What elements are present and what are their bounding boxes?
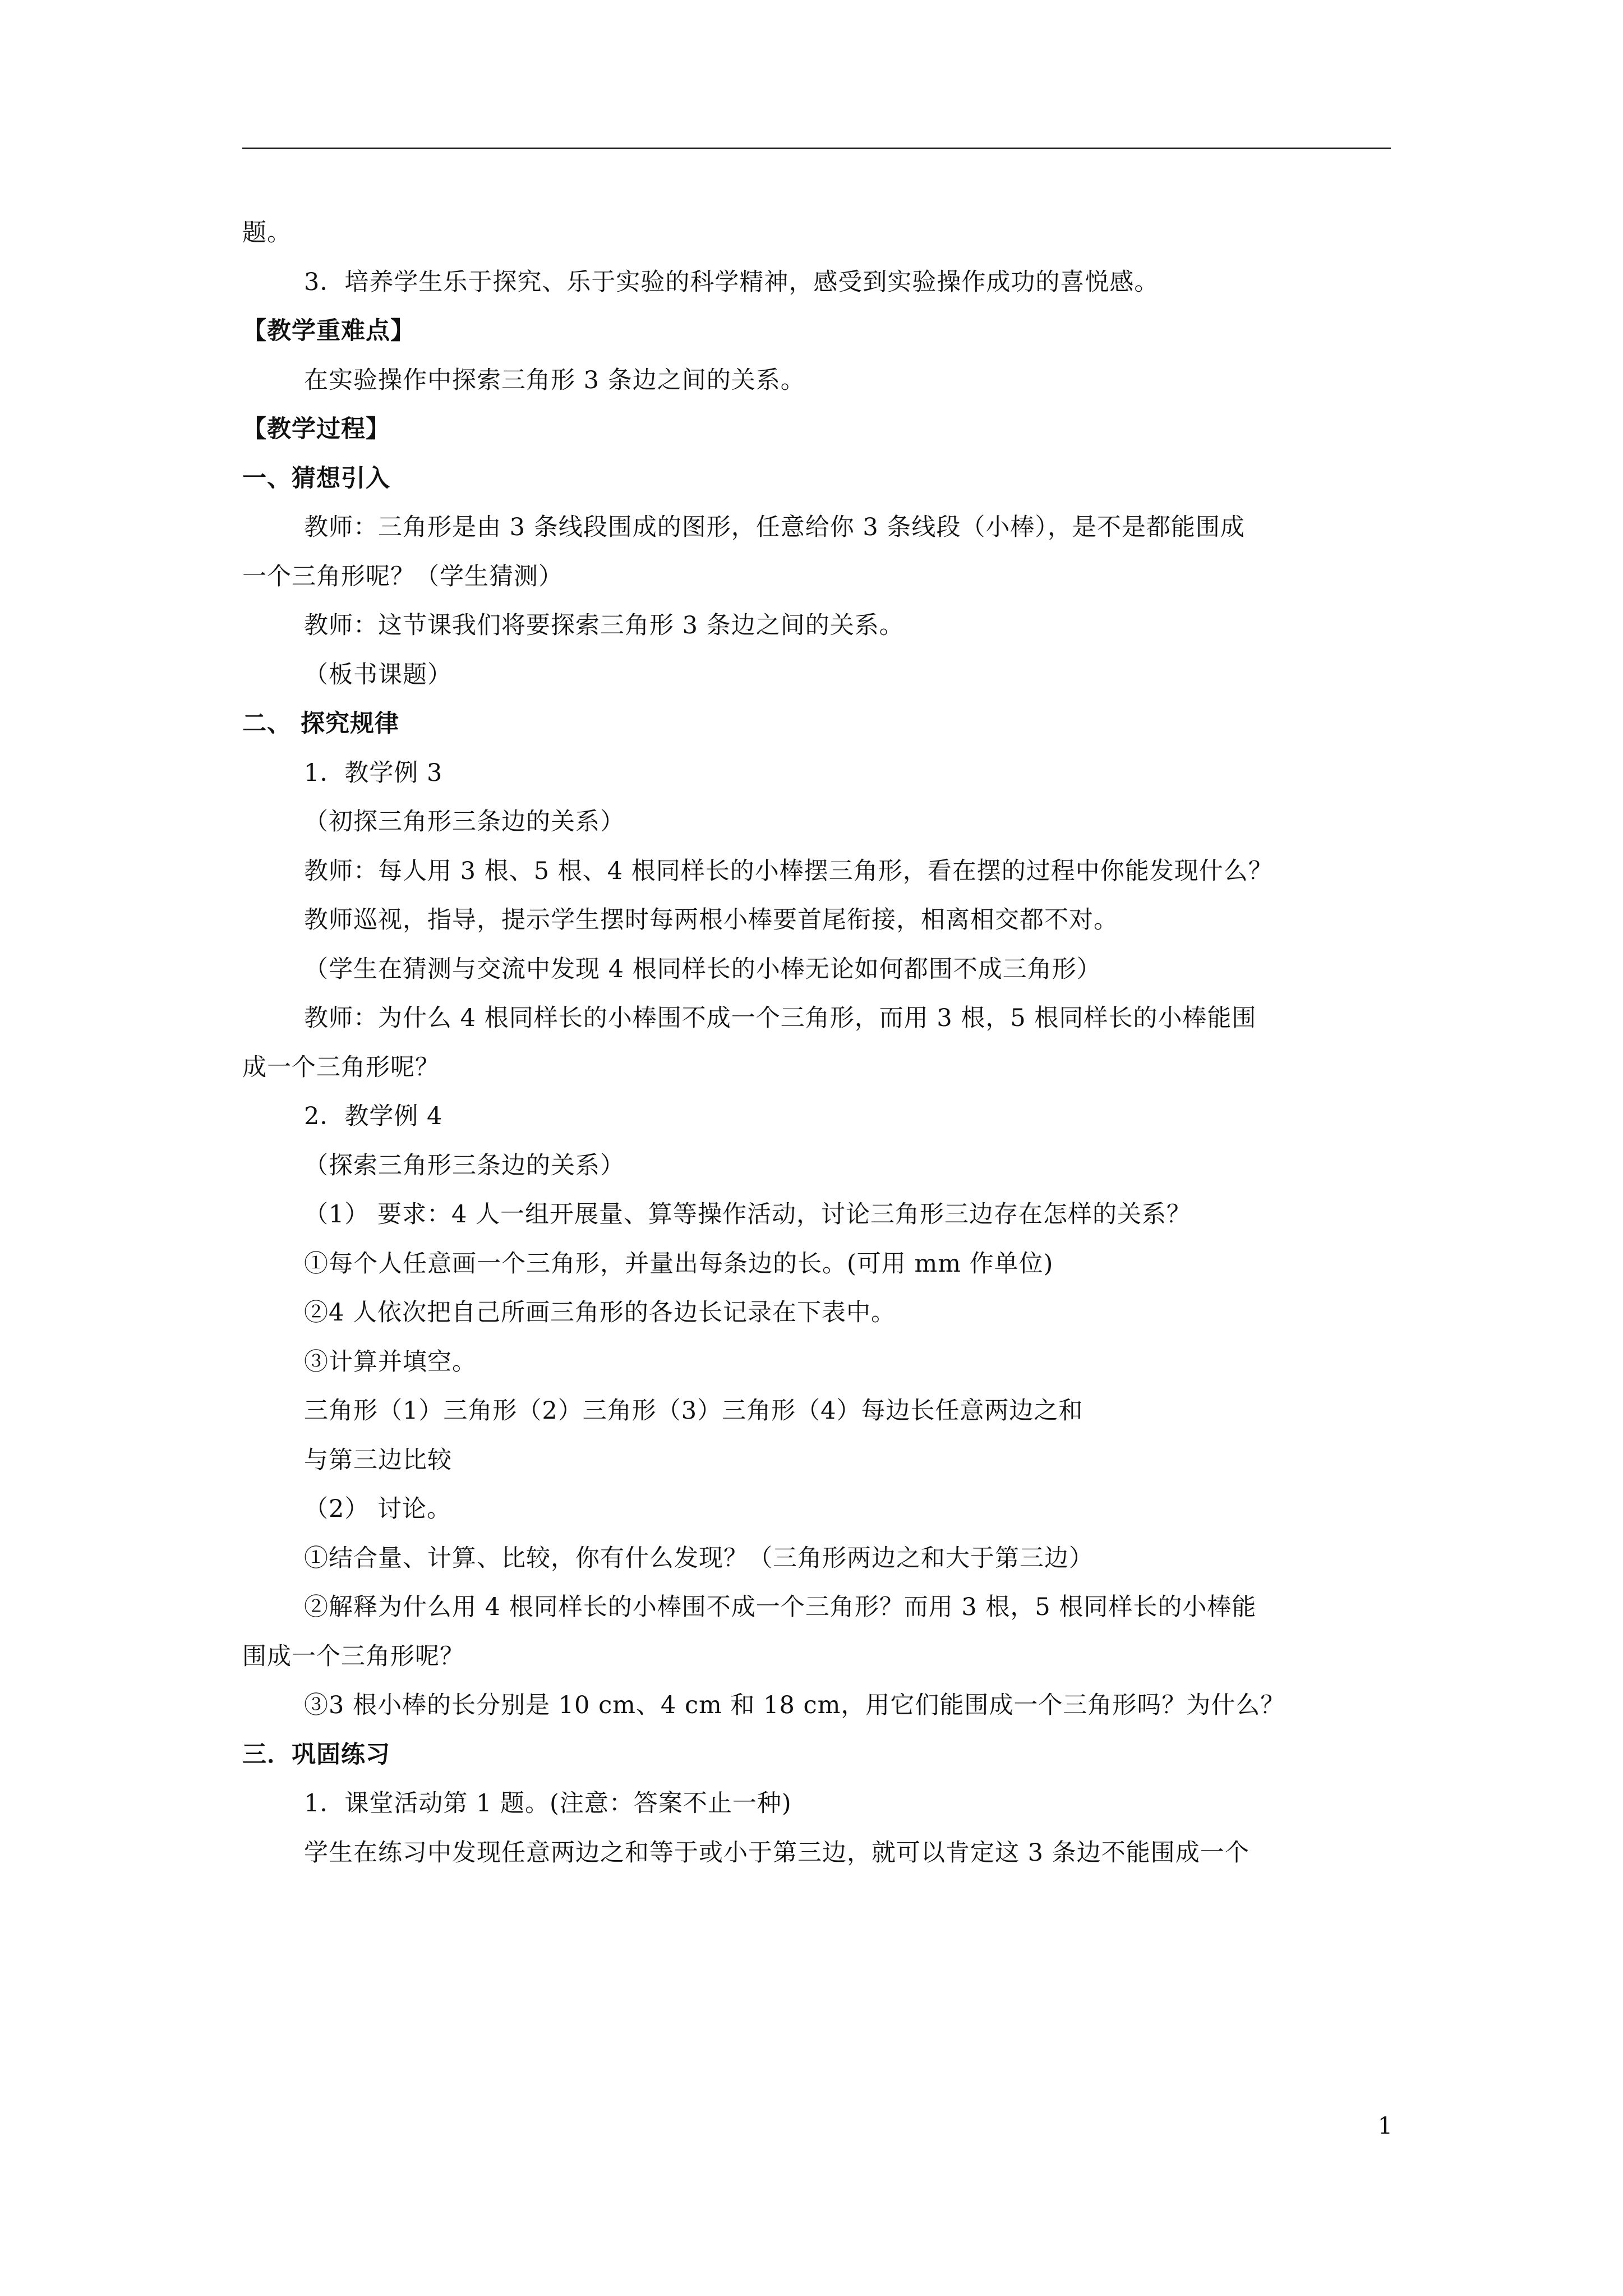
- text-line: （板书课题）: [304, 660, 452, 689]
- text-line: ③计算并填空。: [304, 1347, 477, 1376]
- text-line: 在实验操作中探索三角形 3 条边之间的关系。: [304, 366, 805, 394]
- text-line: 三角形（1）三角形（2）三角形（3）三角形（4）每边长任意两边之和: [304, 1397, 1083, 1425]
- section-heading: 一、猜想引入: [242, 464, 390, 493]
- text-line: 1．课堂活动第 1 题。(注意：答案不止一种): [304, 1789, 792, 1818]
- text-line: 2．教学例 4: [304, 1102, 443, 1130]
- page-body: [242, 209, 1391, 1878]
- text-line: 教师：这节课我们将要探索三角形 3 条边之间的关系。: [304, 611, 904, 639]
- text-line: （1） 要求：4 人一组开展量、算等操作活动，讨论三角形三边存在怎样的关系？: [304, 1200, 1192, 1228]
- text-line: 一个三角形呢？（学生猜测）: [242, 562, 563, 591]
- section-heading: 三．巩固练习: [242, 1740, 390, 1769]
- text-line: （学生在猜测与交流中发现 4 根同样长的小棒无论如何都围不成三角形）: [304, 955, 1101, 983]
- text-line: ①结合量、计算、比较，你有什么发现？（三角形两边之和大于第三边）: [304, 1544, 1094, 1572]
- text-line: （初探三角形三条边的关系）: [304, 808, 625, 836]
- text-line: 教师：三角形是由 3 条线段围成的图形，任意给你 3 条线段（小棒），是不是都能围成: [304, 513, 1245, 541]
- header-rule: [242, 148, 1391, 149]
- text-line: 教师巡视，指导，提示学生摆时每两根小棒要首尾衔接，相离相交都不对。: [304, 906, 1118, 934]
- text-line: （2） 讨论。: [304, 1495, 452, 1523]
- text-line: ②4 人依次把自己所画三角形的各边长记录在下表中。: [304, 1299, 896, 1327]
- text-line: 1．教学例 3: [304, 758, 443, 787]
- text-line: 教师：每人用 3 根、5 根、4 根同样长的小棒摆三角形，看在摆的过程中你能发现什么？: [304, 857, 1273, 885]
- text-line: ③3 根小棒的长分别是 10 cm、4 cm 和 18 cm，用它们能围成一个三角形吗？为什么？: [304, 1691, 1285, 1719]
- text-line: 学生在练习中发现任意两边之和等于或小于第三边，就可以肯定这 3 条边不能围成一个: [304, 1838, 1249, 1867]
- text-line: （探索三角形三条边的关系）: [304, 1151, 625, 1180]
- page-number: 1: [1377, 2112, 1393, 2139]
- text-line: 题。: [242, 219, 292, 247]
- text-line: 教师：为什么 4 根同样长的小棒围不成一个三角形，而用 3 根，5 根同样长的小棒能围: [304, 1004, 1257, 1032]
- text-line: 与第三边比较: [304, 1446, 452, 1474]
- section-heading: 二、 探究规律: [242, 710, 399, 738]
- section-heading: 【教学过程】: [242, 415, 390, 443]
- text-line: 围成一个三角形呢？: [242, 1642, 464, 1671]
- text-line: 成一个三角形呢？: [242, 1053, 440, 1082]
- text-line: ②解释为什么用 4 根同样长的小棒围不成一个三角形？而用 3 根，5 根同样长的小棒能: [304, 1593, 1257, 1621]
- section-heading: 【教学重难点】: [242, 317, 415, 345]
- text-line: 3．培养学生乐于探究、乐于实验的科学精神，感受到实验操作成功的喜悦感。: [304, 268, 1159, 296]
- text-line: ①每个人任意画一个三角形，并量出每条边的长。(可用 mm 作单位): [304, 1249, 1054, 1278]
